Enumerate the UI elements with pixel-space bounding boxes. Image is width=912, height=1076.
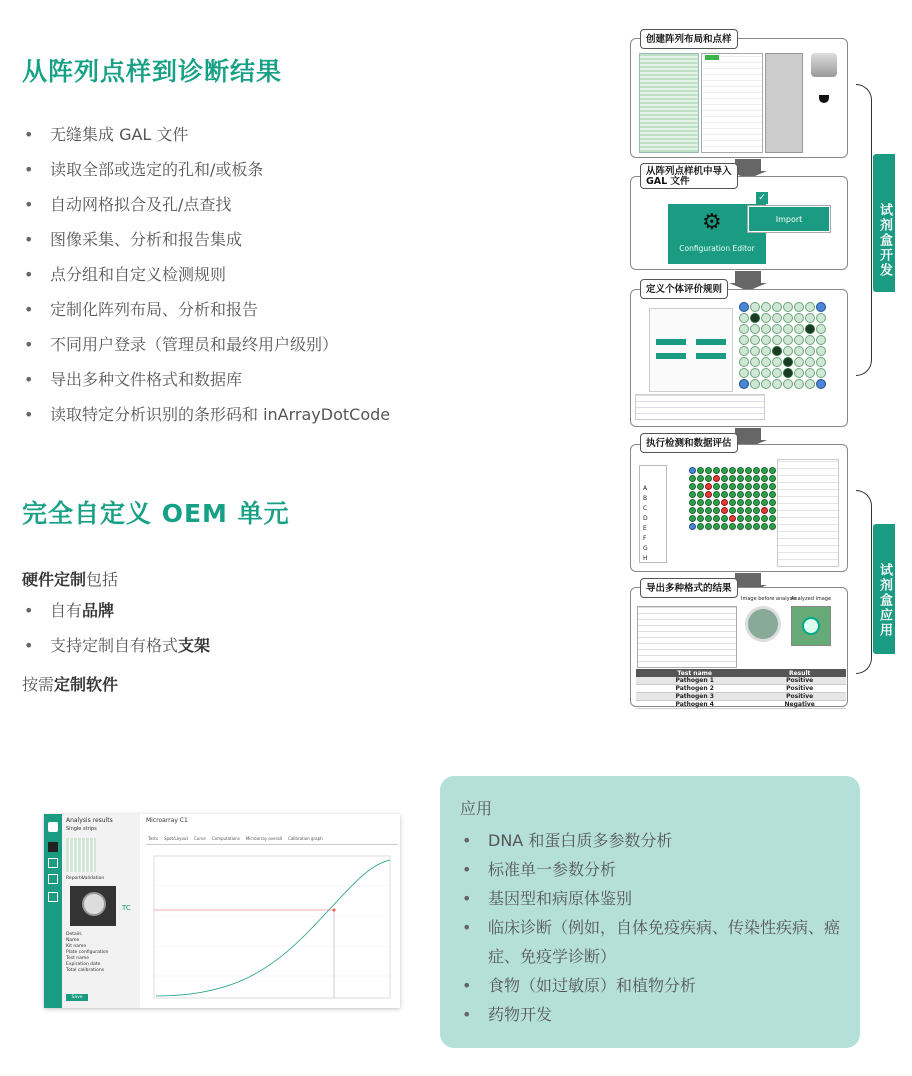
- list-item: • 标准单一参数分析: [460, 855, 850, 884]
- array-spot: [713, 475, 720, 482]
- array-spot: [739, 335, 749, 345]
- array-spot: [783, 346, 793, 356]
- array-spot: [816, 324, 826, 334]
- step-title-export: 导出多种格式的结果: [640, 578, 738, 598]
- list-item: • 药物开发: [460, 1000, 850, 1029]
- array-spot: [729, 523, 736, 530]
- array-spot: [729, 499, 736, 506]
- oem-heading: 完全自定义 OEM 单元: [22, 499, 290, 528]
- array-spot: [783, 324, 793, 334]
- array-spot: [769, 499, 776, 506]
- array-spot: [721, 491, 728, 498]
- array-spot: [753, 499, 760, 506]
- array-spot: [745, 491, 752, 498]
- array-spot: [794, 335, 804, 345]
- array-spot: [737, 475, 744, 482]
- array-spot: [761, 379, 771, 389]
- details-list: Details Name Kit name Plate configuration Test name Expiration date Total calibrations: [66, 932, 109, 973]
- strip-panel: [639, 465, 667, 563]
- array-spot: [713, 515, 720, 522]
- array-spot: [713, 483, 720, 490]
- array-spot: [729, 475, 736, 482]
- tab-kit-development: 试剂盒开发: [873, 154, 895, 292]
- hardware-intro: 硬件定制包括: [22, 570, 119, 589]
- array-spot: [816, 357, 826, 367]
- save-button[interactable]: Save: [66, 994, 88, 1001]
- array-spot: [769, 523, 776, 530]
- step-title-import: 从阵列点样机中导入 GAL 文件: [640, 163, 738, 189]
- array-spot: [783, 335, 793, 345]
- array-spot: [761, 335, 771, 345]
- step-card-layout: [630, 38, 848, 158]
- software-tab[interactable]: Tests: [148, 836, 158, 841]
- array-spot: [705, 467, 712, 474]
- array-spot: [761, 313, 771, 323]
- array-spot: [729, 483, 736, 490]
- array-spot: [697, 475, 704, 482]
- panel-title: Analysis results: [66, 817, 113, 824]
- array-spot: [772, 335, 782, 345]
- array-spot: [750, 346, 760, 356]
- array-spot: [761, 491, 768, 498]
- array-spot: [745, 467, 752, 474]
- row-letter: F: [643, 535, 647, 542]
- array-spot: [783, 313, 793, 323]
- tc-label: TC: [122, 904, 131, 912]
- array-spot: [705, 475, 712, 482]
- rule-table: [635, 394, 765, 420]
- array-spot: [737, 523, 744, 530]
- table-row: Pathogen 4 Negative: [636, 701, 846, 709]
- array-spot: [697, 515, 704, 522]
- array-spot: [721, 507, 728, 514]
- array-spot: [713, 499, 720, 506]
- array-spot: [816, 302, 826, 312]
- array-spot: [697, 523, 704, 530]
- array-spot: [769, 491, 776, 498]
- sample-point: [333, 909, 336, 912]
- array-spot: [739, 379, 749, 389]
- row-letter: G: [643, 545, 648, 552]
- array-spot: [805, 335, 815, 345]
- array-spot: [816, 379, 826, 389]
- array-spot: [772, 368, 782, 378]
- list-item: • 自动网格拟合及孔/点查找: [22, 194, 390, 229]
- list-item: • 不同用户登录（管理员和最终用户级别）: [22, 334, 390, 369]
- layout-table: [701, 53, 763, 153]
- array-spot: [721, 499, 728, 506]
- array-spot: [769, 507, 776, 514]
- array-spot: [713, 507, 720, 514]
- software-tabs: [148, 836, 323, 841]
- tab-kit-application: 试剂盒应用: [873, 524, 895, 654]
- list-item: • 图像采集、分析和报告集成: [22, 229, 390, 264]
- array-spot: [769, 483, 776, 490]
- array-spot: [737, 483, 744, 490]
- array-spot: [689, 515, 696, 522]
- array-spot: [750, 335, 760, 345]
- array-spot: [772, 324, 782, 334]
- arrow-icon: [735, 271, 761, 283]
- array-spot: [750, 324, 760, 334]
- software-tab[interactable]: Computations: [211, 836, 240, 841]
- check-icon: ✓: [756, 192, 768, 204]
- software-screenshot: [44, 814, 400, 1008]
- array-spot: [753, 475, 760, 482]
- array-spot: [816, 335, 826, 345]
- array-spot: [745, 515, 752, 522]
- array-spot: [739, 324, 749, 334]
- array-spot: [697, 467, 704, 474]
- array-spot: [794, 346, 804, 356]
- table-header: Result: [753, 669, 846, 677]
- array-spot: [705, 499, 712, 506]
- array-spot: [739, 357, 749, 367]
- array-spot: [761, 515, 768, 522]
- array-spot: [753, 483, 760, 490]
- array-spot: [721, 475, 728, 482]
- list-item: • 点分组和自定义检测规则: [22, 264, 390, 299]
- table-row: Pathogen 2 Positive: [636, 685, 846, 693]
- row-letter: H: [643, 555, 648, 562]
- array-spot: [761, 368, 771, 378]
- toolbar-marker: [705, 55, 719, 60]
- software-right-panel: [144, 814, 400, 1008]
- applications-list: [460, 826, 850, 1029]
- step-card-evaluate: [630, 444, 848, 572]
- array-spot: [772, 379, 782, 389]
- row-letter: C: [643, 505, 648, 512]
- array-spot: [761, 483, 768, 490]
- image-before-label: Image before analysis: [741, 596, 797, 602]
- array-spot: [713, 467, 720, 474]
- array-spot: [721, 523, 728, 530]
- list-item: • 导出多种文件格式和数据库: [22, 369, 390, 404]
- array-spot: [805, 313, 815, 323]
- list-item: • 基因型和病原体鉴别: [460, 884, 850, 913]
- step-title-evaluate: 执行检测和数据评估: [640, 433, 738, 453]
- array-spot: [794, 302, 804, 312]
- step-title-layout: 创建阵列布局和点样: [640, 29, 738, 49]
- arrow-icon: [735, 573, 761, 585]
- import-button[interactable]: Import: [748, 206, 830, 232]
- eval-array: [689, 467, 784, 530]
- gear-icon: ⚙: [702, 210, 722, 235]
- step-title-rules: 定义个体评价规则: [640, 279, 728, 299]
- array-spot: [816, 368, 826, 378]
- arrow-icon: [735, 428, 761, 440]
- array-spot: [783, 368, 793, 378]
- flask-icon[interactable]: [48, 822, 58, 832]
- list-item: • 临床诊断（例如，自体免疫疾病、传染性疾病、癌症、免疫学诊断）: [460, 913, 850, 971]
- row-letter: A: [643, 485, 648, 492]
- array-spot: [772, 357, 782, 367]
- step-card-rules: [630, 289, 848, 427]
- array-spot: [772, 346, 782, 356]
- panel-subtitle: Single strips: [66, 826, 97, 832]
- layout-grid: [639, 53, 699, 153]
- array-spot: [721, 467, 728, 474]
- array-spot: [739, 368, 749, 378]
- array-spot: [750, 368, 760, 378]
- array-spot: [805, 379, 815, 389]
- array-spot: [721, 483, 728, 490]
- array-spot: [697, 483, 704, 490]
- well-preview: [70, 886, 116, 926]
- array-spot: [729, 467, 736, 474]
- calibration-graph: [144, 846, 400, 1006]
- array-spot: [753, 507, 760, 514]
- array-spot: [705, 523, 712, 530]
- array-spot: [697, 507, 704, 514]
- array-spot: [729, 507, 736, 514]
- list-item: • 自有品牌: [22, 600, 210, 635]
- array-spot: [737, 491, 744, 498]
- array-spot: [761, 302, 771, 312]
- array-spot: [689, 467, 696, 474]
- array-spot: [705, 491, 712, 498]
- config-editor-label: Configuration Editor: [679, 244, 755, 253]
- row-letter: E: [643, 525, 647, 532]
- spotter-icon: [811, 53, 837, 77]
- well-image-after: [791, 606, 831, 646]
- array-spot: [816, 313, 826, 323]
- array-spot: [805, 302, 815, 312]
- array-spot: [737, 467, 744, 474]
- array-spot: [805, 357, 815, 367]
- array-spot: [761, 357, 771, 367]
- list-item: • 食物（如过敏原）和植物分析: [460, 971, 850, 1000]
- array-spot: [737, 515, 744, 522]
- array-spot: [737, 507, 744, 514]
- array-spot: [745, 523, 752, 530]
- rule-editor: [649, 308, 733, 392]
- microarray-title: Microarray C1: [146, 817, 188, 824]
- software-tab[interactable]: Calibration graph: [287, 836, 323, 841]
- array-spot: [689, 507, 696, 514]
- list-item: • 定制化阵列布局、分析和报告: [22, 299, 390, 334]
- arrow-icon: [735, 159, 761, 171]
- array-spot: [750, 357, 760, 367]
- chart-icon[interactable]: [48, 892, 58, 902]
- table-row: Pathogen 3 Positive: [636, 693, 846, 701]
- well-image-before: [745, 606, 781, 642]
- array-spot: [772, 313, 782, 323]
- array-spot: [769, 475, 776, 482]
- array-spot: [739, 313, 749, 323]
- table-header: Test name: [636, 669, 753, 677]
- array-spot: [769, 467, 776, 474]
- array-spot: [721, 515, 728, 522]
- array-spot: [761, 499, 768, 506]
- array-spot: [761, 507, 768, 514]
- array-spot: [750, 302, 760, 312]
- export-spreadsheet: [637, 606, 737, 668]
- array-spot: [753, 491, 760, 498]
- list-item: • DNA 和蛋白质多参数分析: [460, 826, 850, 855]
- camera-icon[interactable]: [48, 858, 58, 868]
- list-item: • 无缝集成 GAL 文件: [22, 124, 390, 159]
- array-spot: [705, 515, 712, 522]
- row-letter: B: [643, 495, 648, 502]
- software-tab[interactable]: Curve: [194, 836, 206, 841]
- features-heading: 从阵列点样到诊断结果: [22, 57, 283, 86]
- results-table: [636, 669, 846, 709]
- array-spot: [794, 357, 804, 367]
- software-tab[interactable]: Spot/Layout: [163, 836, 189, 841]
- array-spot: [705, 507, 712, 514]
- array-spot: [697, 491, 704, 498]
- array-spot: [739, 302, 749, 312]
- array-spot: [745, 475, 752, 482]
- array-spot: [761, 523, 768, 530]
- array-spot: [750, 313, 760, 323]
- array-spot: [769, 515, 776, 522]
- array-spot: [761, 467, 768, 474]
- array-spot: [750, 379, 760, 389]
- array-spot: [805, 324, 815, 334]
- image-icon[interactable]: [48, 842, 58, 852]
- array-spot: [753, 523, 760, 530]
- rule-array: [739, 302, 826, 389]
- software-tab[interactable]: Microarray overall: [245, 836, 282, 841]
- list-item: • 支持定制自有格式支架: [22, 635, 210, 670]
- array-spot: [805, 368, 815, 378]
- array-spot: [737, 499, 744, 506]
- tab-validation[interactable]: Validation: [82, 876, 105, 881]
- array-spot: [713, 523, 720, 530]
- array-spot: [783, 357, 793, 367]
- software-left-panel: [62, 814, 140, 1008]
- table-row: Pathogen 1 Positive: [636, 677, 846, 685]
- features-list: [22, 124, 390, 439]
- array-spot: [745, 483, 752, 490]
- array-spot: [745, 507, 752, 514]
- array-spot: [794, 313, 804, 323]
- software-sidebar: [44, 814, 62, 1008]
- array-spot: [761, 324, 771, 334]
- list-item: • 读取特定分析识别的条形码和 inArrayDotCode: [22, 404, 390, 439]
- tab-reports[interactable]: Reports: [66, 876, 84, 881]
- array-spot: [689, 483, 696, 490]
- array-spot: [689, 491, 696, 498]
- array-spot: [705, 483, 712, 490]
- array-spot: [689, 523, 696, 530]
- array-spot: [761, 475, 768, 482]
- row-letter: D: [643, 515, 648, 522]
- array-spot: [689, 499, 696, 506]
- array-spot: [745, 499, 752, 506]
- array-spot: [713, 491, 720, 498]
- grid-icon[interactable]: [48, 874, 58, 884]
- array-spot: [697, 499, 704, 506]
- array-spot: [794, 324, 804, 334]
- array-spot: [689, 475, 696, 482]
- array-spot: [761, 346, 771, 356]
- brace-app: [856, 490, 872, 674]
- array-spot: [816, 346, 826, 356]
- array-spot: [753, 515, 760, 522]
- plate-preview: [765, 53, 803, 153]
- oem-list: [22, 600, 210, 670]
- array-spot: [794, 379, 804, 389]
- array-spot: [783, 379, 793, 389]
- software-intro: 按需定制软件: [22, 675, 119, 694]
- array-spot: [753, 467, 760, 474]
- array-spot: [783, 302, 793, 312]
- array-spot: [729, 515, 736, 522]
- array-spot: [805, 346, 815, 356]
- array-spot: [739, 346, 749, 356]
- list-item: • 读取全部或选定的孔和/或板条: [22, 159, 390, 194]
- applications-heading: 应用: [460, 799, 493, 818]
- image-after-label: Analyzed image: [791, 596, 832, 602]
- array-spot: [729, 491, 736, 498]
- brace-dev: [856, 84, 872, 376]
- array-spot: [772, 302, 782, 312]
- array-spot: [794, 368, 804, 378]
- drop-icon: [819, 95, 829, 103]
- eval-table: [777, 459, 839, 567]
- strip-grid: [66, 838, 96, 872]
